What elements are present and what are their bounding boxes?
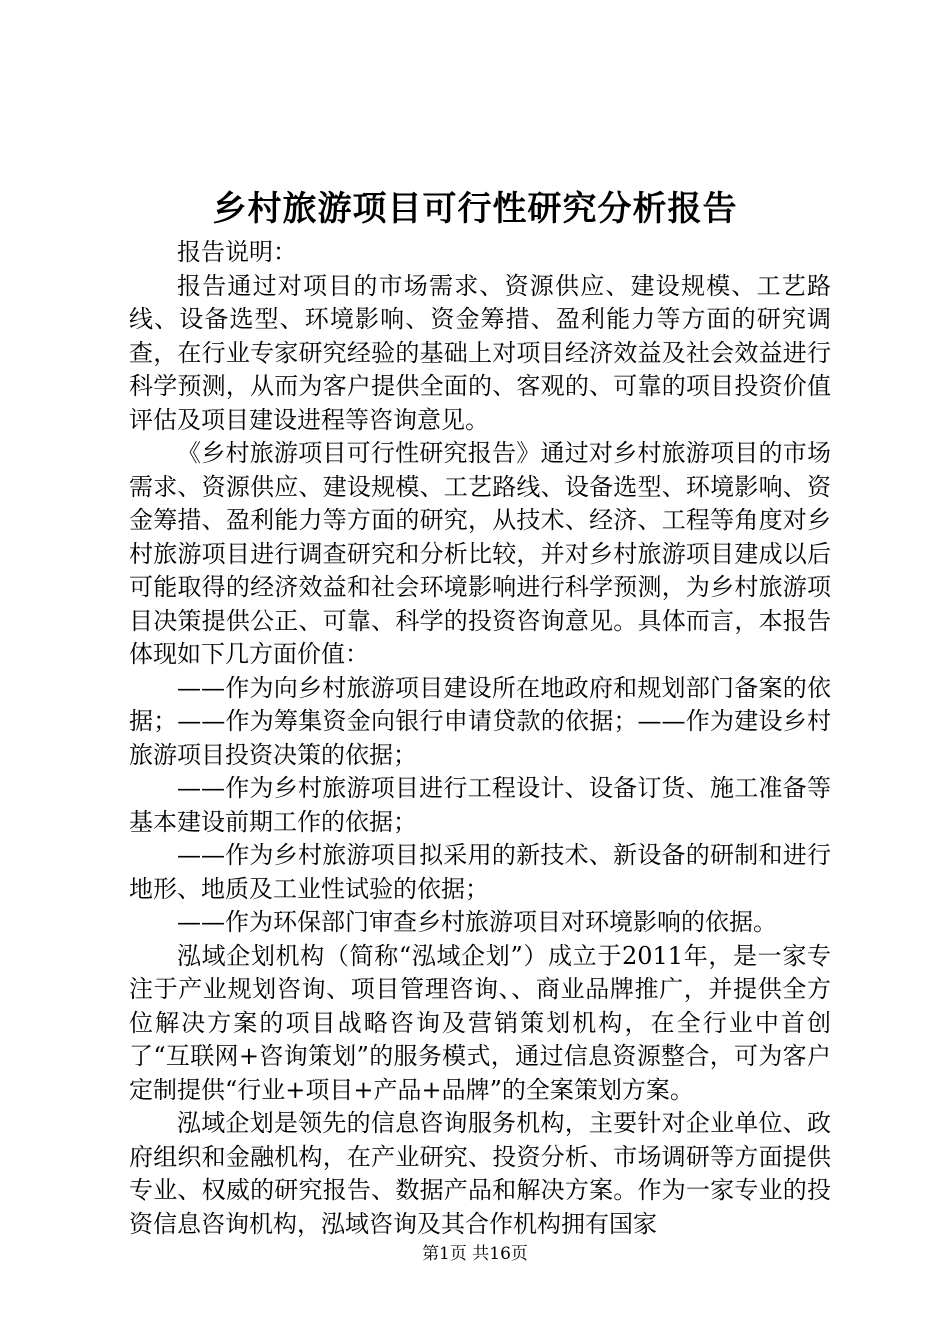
document-title: 乡村旅游项目可行性研究分析报告 — [212, 189, 738, 229]
page-number-footer: 第1页 共16页 — [422, 1244, 528, 1264]
document-body — [129, 236, 831, 1241]
paragraph-company-services: 泓域企划是领先的信息咨询服务机构，主要针对企业单位、政府组织和金融机构，在产业研究、投资分析、市场调研等方面提供专业、权威的研究报告、数据产品和解决方案。作为一家专业的投资信息咨询机构，泓域咨询及其合作机构拥有国家 — [129, 1109, 831, 1238]
paragraph-report-note: 报告说明： — [177, 238, 297, 266]
paragraph-value-3: ——作为乡村旅游项目拟采用的新技术、新设备的研制和进行地形、地质及工业性试验的依据； — [129, 841, 831, 903]
paragraph-report-intro: 《乡村旅游项目可行性研究报告》通过对乡村旅游项目的市场需求、资源供应、建设规模、工艺路线、设备选型、环境影响、资金筹措、盈利能力等方面的研究，从技术、经济、工程等角度对乡村旅游项目进行调查研究和分析比较，并对乡村旅游项目建成以后可能取得的经济效益和社会环境影响进行科学预测，为乡村旅游项目决策提供公正、可靠、科学的投资咨询意见。具体而言，本报告体现如下几方面价值： — [129, 439, 831, 668]
paragraph-value-4: ——作为环保部门审查乡村旅游项目对环境影响的依据。 — [177, 908, 777, 936]
paragraph-report-summary: 报告通过对项目的市场需求、资源供应、建设规模、工艺路线、设备选型、环境影响、资金筹措、盈利能力等方面的研究调查，在行业专家研究经验的基础上对项目经济效益及社会效益进行科学预测，从而为客户提供全面的、客观的、可靠的项目投资价值评估及项目建设进程等咨询意见。 — [129, 271, 831, 434]
paragraph-company-intro: 泓域企划机构（简称“泓域企划”）成立于2011年，是一家专注于产业规划咨询、项目管理咨询、、商业品牌推广，并提供全方位解决方案的项目战略咨询及营销策划机构，在全行业中首创了“互联网+咨询策划”的服务模式，通过信息资源整合，可为客户定制提供“行业+项目+产品+品牌”的全案策划方案。 — [129, 941, 831, 1104]
paragraph-value-2: ——作为乡村旅游项目进行工程设计、设备订货、施工准备等基本建设前期工作的依据； — [129, 774, 831, 836]
paragraph-value-1: ——作为向乡村旅游项目建设所在地政府和规划部门备案的依据；——作为筹集资金向银行申请贷款的依据；——作为建设乡村旅游项目投资决策的依据； — [129, 673, 831, 769]
